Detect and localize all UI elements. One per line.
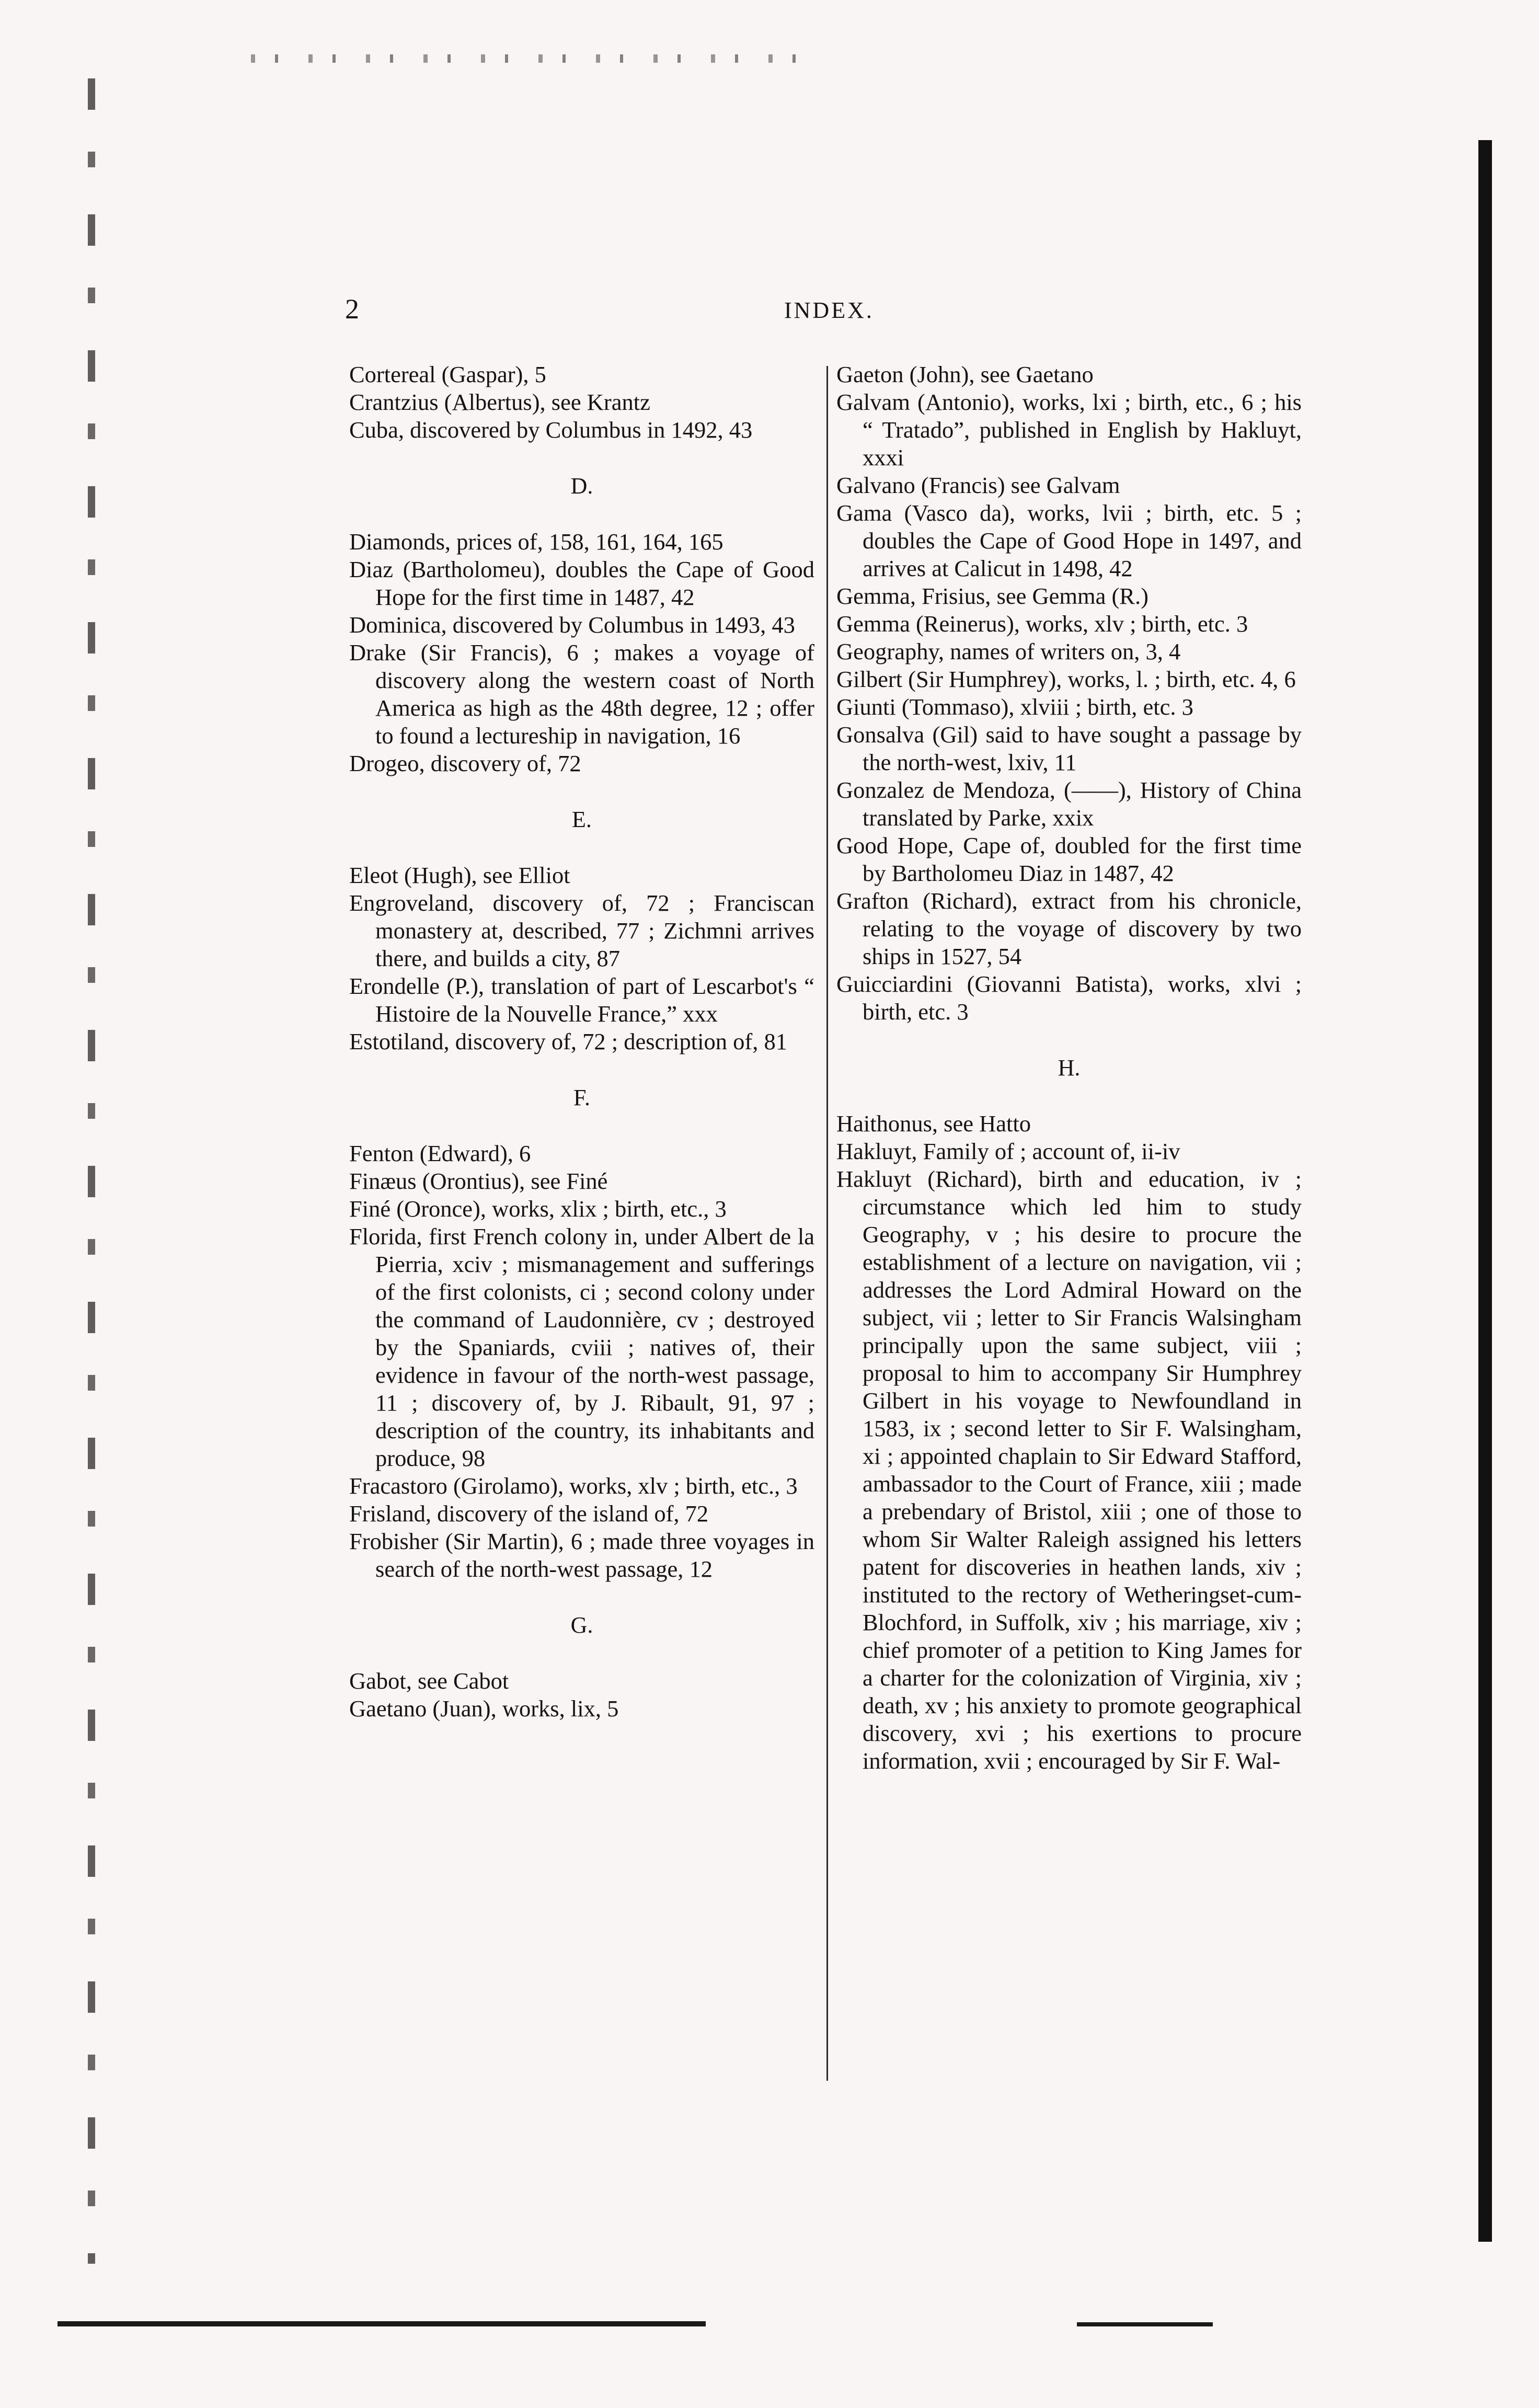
- index-entry: Giunti (Tommaso), xlviii ; birth, etc. 3: [836, 694, 1193, 720]
- section-letter: G.: [570, 1612, 593, 1638]
- index-entry: Gabot, see Cabot: [349, 1668, 509, 1694]
- index-entry: Diaz (Bartholomeu), doubles the Cape of Good Hope for the first time in 1487, 42: [349, 556, 814, 610]
- index-entry: Fracastoro (Girolamo), works, xlv ; birth, etc., 3: [349, 1473, 798, 1499]
- index-entry: Hakluyt, Family of ; account of, ii-iv: [836, 1138, 1180, 1164]
- index-entry: Gaeton (John), see Gaetano: [836, 361, 1094, 387]
- scan-specks: [251, 54, 816, 63]
- scan-binding-bar: [1478, 140, 1492, 2242]
- index-entry: Cortereal (Gaspar), 5: [349, 361, 546, 387]
- index-entry: Gemma, Frisius, see Gemma (R.): [836, 583, 1148, 609]
- section-letter: H.: [1058, 1055, 1081, 1081]
- index-entry: Geography, names of writers on, 3, 4: [836, 638, 1181, 664]
- index-entry: Finæus (Orontius), see Finé: [349, 1168, 608, 1194]
- section-letter: E.: [572, 807, 592, 832]
- index-entry: Haithonus, see Hatto: [836, 1110, 1031, 1137]
- index-entry: Galvano (Francis) see Galvam: [836, 472, 1120, 498]
- column-divider: [826, 366, 828, 2081]
- index-entry: Finé (Oronce), works, xlix ; birth, etc., 3: [349, 1196, 727, 1222]
- index-entry: Frisland, discovery of the island of, 72: [349, 1500, 709, 1527]
- index-entry: Dominica, discovered by Columbus in 1493, 43: [349, 612, 795, 638]
- index-entry: Galvam (Antonio), works, lxi ; birth, etc., 6 ; his “ Tratado”, published in English by Hakluyt, xxxi: [836, 389, 1302, 471]
- index-entry: Diamonds, prices of, 158, 161, 164, 165: [349, 529, 723, 555]
- index-entry: Gonsalva (Gil) said to have sought a passage by the north-west, lxiv, 11: [836, 721, 1302, 775]
- index-entry: Crantzius (Albertus), see Krantz: [349, 389, 650, 415]
- index-entry: Cuba, discovered by Columbus in 1492, 43: [349, 417, 753, 443]
- index-entry: Gemma (Reinerus), works, xlv ; birth, etc. 3: [836, 611, 1248, 637]
- index-entry: Erondelle (P.), translation of part of Lescarbot's “ Histoire de la Nouvelle France,” xxx: [349, 973, 814, 1027]
- index-column-right: [836, 361, 1302, 1775]
- scan-left-edge: [88, 78, 95, 2264]
- page-header: [345, 293, 1485, 340]
- index-entry: Good Hope, Cape of, doubled for the first time by Bartholomeu Diaz in 1487, 42: [836, 832, 1302, 886]
- index-entry: Eleot (Hugh), see Elliot: [349, 862, 570, 888]
- scan-bottom-edge: [58, 2321, 706, 2326]
- scan-bottom-edge-fragment: [1077, 2322, 1213, 2326]
- index-column-left: [349, 361, 814, 1723]
- index-entry: Florida, first French colony in, under Albert de la Pierria, xciv ; mismanagement and sufferings of the first colonists, ci ; second colony under the command of Laudonnière, cv ; destroyed by the Spaniards, cviii ; natives of, their evidence in favour of the north-west passage, 11 ; discovery of, by J. Ribault, 91, 97 ; description of the country, its inhabitants and produce, 98: [349, 1223, 814, 1471]
- running-head: INDEX.: [784, 297, 874, 323]
- index-entry: Drogeo, discovery of, 72: [349, 750, 581, 776]
- index-entry: Gilbert (Sir Humphrey), works, l. ; birth, etc. 4, 6: [836, 666, 1296, 692]
- index-entry: Hakluyt (Richard), birth and education, iv ; circumstance which led him to study Geography, v ; his desire to procure the establishment of a lecture on navigation, vii ; addresses the Lord Admiral Howard on the subject, vii ; letter to Sir Francis Walsingham principally upon the same subject, viii ; proposal to him to accompany Sir Humphrey Gilbert in his voyage to Newfoundland in 1583, ix ; second letter to Sir F. Walsingham, xi ; appointed chaplain to Sir Edward Stafford, ambassador to the Court of France, xiii ; made a prebendary of Bristol, xiii ; one of those to whom Sir Walter Raleigh assigned his letters patent for discoveries in heathen lands, xiv ; instituted to the rectory of Wetheringset-cum-Blochford, in Suffolk, xiv ; his marriage, xiv ; chief promoter of a petition to King James for a charter for the colonization of Virginia, xiv ; death, xv ; his anxiety to promote geographical discovery, xvi ; his exertions to procure information, xvii ; encouraged by Sir F. Wal-: [836, 1166, 1302, 1774]
- index-entry: Guicciardini (Giovanni Batista), works, xlvi ; birth, etc. 3: [836, 971, 1302, 1025]
- section-letter: F.: [573, 1085, 590, 1110]
- index-entry: Grafton (Richard), extract from his chronicle, relating to the voyage of discovery by two ships in 1527, 54: [836, 888, 1302, 969]
- index-entry: Frobisher (Sir Martin), 6 ; made three voyages in search of the north-west passage, 12: [349, 1528, 814, 1582]
- page-number: 2: [345, 293, 359, 325]
- index-entry: Gonzalez de Mendoza, (——), History of China translated by Parke, xxix: [836, 777, 1302, 831]
- index-entry: Gaetano (Juan), works, lix, 5: [349, 1695, 619, 1722]
- index-entry: Gama (Vasco da), works, lvii ; birth, etc. 5 ; doubles the Cape of Good Hope in 1497, and arrives at Calicut in 1498, 42: [836, 500, 1302, 581]
- index-entry: Estotiland, discovery of, 72 ; description of, 81: [349, 1028, 787, 1054]
- section-letter: D.: [570, 473, 593, 499]
- index-entry: Drake (Sir Francis), 6 ; makes a voyage of discovery along the western coast of North America as high as the 48th degree, 12 ; offer to found a lectureship in navigation, 16: [349, 639, 814, 749]
- index-entry: Fenton (Edward), 6: [349, 1140, 531, 1166]
- index-entry: Engroveland, discovery of, 72 ; Franciscan monastery at, described, 77 ; Zichmni arrives there, and builds a city, 87: [349, 890, 814, 971]
